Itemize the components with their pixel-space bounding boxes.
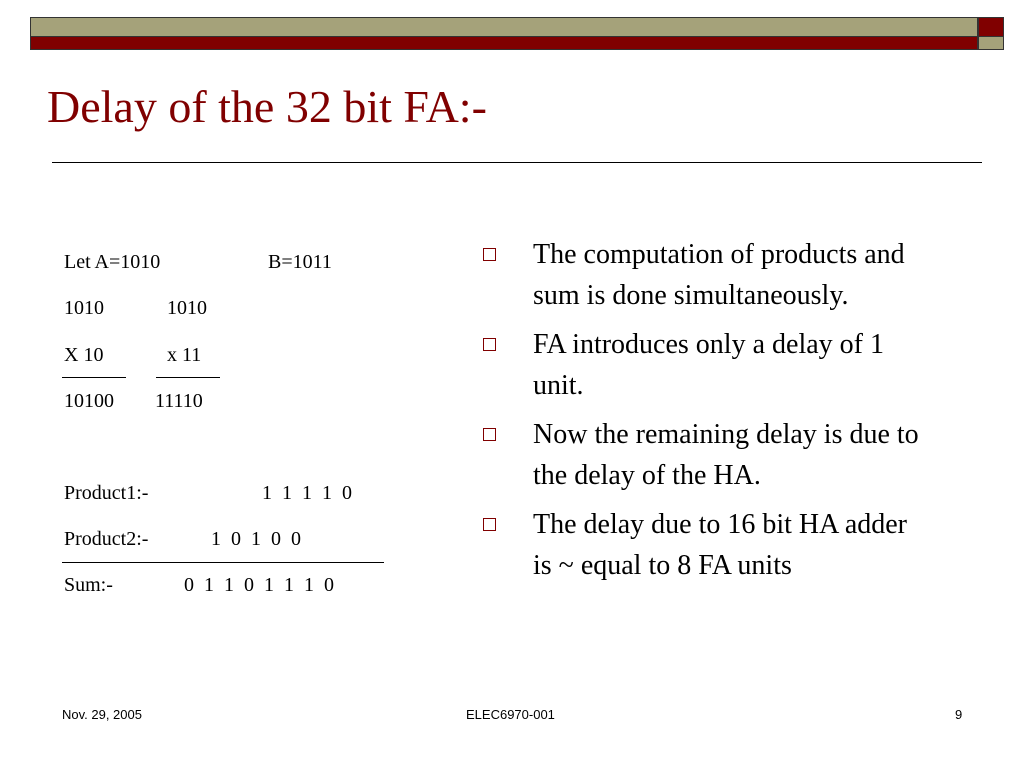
- product1-label: Product1:-: [64, 482, 149, 504]
- slide-title: Delay of the 32 bit FA:-: [47, 81, 487, 132]
- sum-digit: 0: [324, 574, 334, 596]
- multiplier-right: x 11: [167, 344, 202, 366]
- bullet-item: [483, 504, 923, 586]
- product1-digit: 1: [322, 482, 332, 504]
- sum-rule: [62, 562, 384, 563]
- bullet-text: Now the remaining delay is due to the delay of the HA.: [533, 419, 919, 491]
- bullet-list: [483, 234, 923, 594]
- sum-digit: 0: [184, 574, 194, 596]
- bullet-item: [483, 414, 923, 496]
- result-right: 11110: [155, 390, 203, 412]
- header-bar-olive: [30, 17, 978, 37]
- bullet-text: The delay due to 16 bit HA adder is ~ equal to 8 FA units: [533, 509, 908, 581]
- sum-digits: [184, 574, 334, 597]
- sum-digit: 1: [304, 574, 314, 596]
- header-square-olive: [978, 37, 1004, 50]
- sum-digit: 1: [284, 574, 294, 596]
- product2-label: Product2:-: [64, 528, 149, 550]
- product2-digit: 0: [291, 528, 301, 550]
- let-a-text: Let A=1010: [64, 251, 161, 273]
- result-left: 10100: [64, 390, 114, 412]
- product2-digits: [211, 528, 301, 551]
- square-bullet-icon: [483, 428, 496, 441]
- product1-digit: 1: [302, 482, 312, 504]
- product2-digit: 0: [271, 528, 281, 550]
- multiply-rule-right: [156, 377, 220, 378]
- square-bullet-icon: [483, 518, 496, 531]
- sum-digit: 0: [244, 574, 254, 596]
- let-b-text: B=1011: [268, 251, 332, 273]
- product2-digit: 1: [211, 528, 221, 550]
- bullet-text: The computation of products and sum is done simultaneously.: [533, 239, 905, 311]
- product2-digit: 0: [231, 528, 241, 550]
- product1-digit: 0: [342, 482, 352, 504]
- multiply-rule-left: [62, 377, 126, 378]
- square-bullet-icon: [483, 248, 496, 261]
- multiplier-left: X 10: [64, 344, 104, 366]
- operand-right: 1010: [167, 297, 207, 319]
- bullet-text: FA introduces only a delay of 1 unit.: [533, 329, 884, 401]
- sum-label: Sum:-: [64, 574, 113, 596]
- product1-digit: 1: [282, 482, 292, 504]
- product2-digit: 1: [251, 528, 261, 550]
- product1-digit: 1: [262, 482, 272, 504]
- title-divider: [52, 162, 982, 163]
- footer-course: ELEC6970-001: [466, 707, 555, 722]
- header-square-maroon: [978, 17, 1004, 37]
- sum-digit: 1: [264, 574, 274, 596]
- sum-digit: 1: [204, 574, 214, 596]
- sum-digit: 1: [224, 574, 234, 596]
- bullet-item: [483, 324, 923, 406]
- bullet-item: [483, 234, 923, 316]
- header-bar-maroon: [30, 37, 978, 50]
- operand-left: 1010: [64, 297, 104, 319]
- footer-date: Nov. 29, 2005: [62, 707, 142, 722]
- footer-page-number: 9: [955, 707, 963, 722]
- product1-digits: [262, 482, 352, 505]
- square-bullet-icon: [483, 338, 496, 351]
